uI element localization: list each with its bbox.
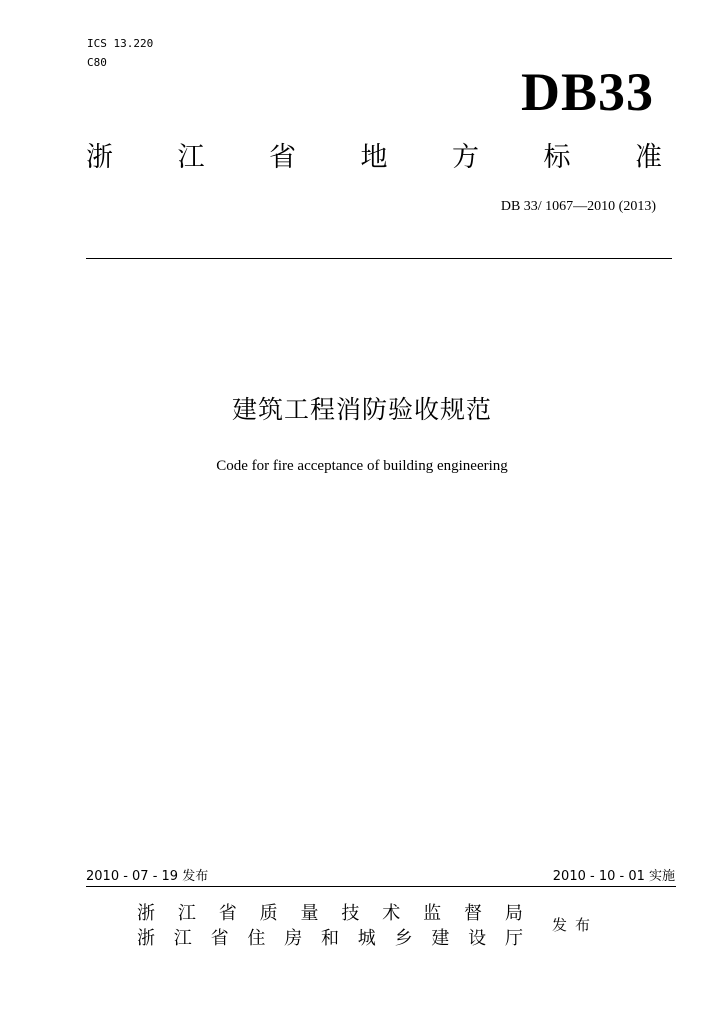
standard-type-title xyxy=(86,141,662,175)
publisher-char: 乡 xyxy=(394,928,413,949)
publisher-char: 房 xyxy=(284,928,303,949)
publisher-char: 质 xyxy=(259,903,278,924)
ics-code: ICS 13.220 xyxy=(87,37,154,50)
publisher-line-1 xyxy=(137,903,523,925)
standard-type-char: 方 xyxy=(452,142,479,173)
publisher-char: 江 xyxy=(177,903,196,924)
publisher-line-2 xyxy=(137,928,523,950)
publisher-char: 浙 xyxy=(137,903,155,924)
standard-type-char: 准 xyxy=(635,142,662,173)
standard-type-char: 地 xyxy=(360,142,388,173)
implementation-date: 2010 - 10 - 01 实施 xyxy=(552,869,675,884)
standard-type-char: 省 xyxy=(269,142,296,173)
top-divider xyxy=(86,258,672,259)
publisher-char: 浙 xyxy=(137,928,155,949)
standard-type-char: 江 xyxy=(177,142,205,173)
publisher-char: 设 xyxy=(468,928,487,949)
standard-type-char: 浙 xyxy=(86,142,113,173)
publisher-char: 江 xyxy=(173,928,192,949)
publisher-char: 厅 xyxy=(504,928,523,949)
publisher-char: 量 xyxy=(300,903,319,924)
publisher-char: 省 xyxy=(218,903,237,924)
ccs-code: C80 xyxy=(87,56,107,69)
db-logo: DB33 xyxy=(520,62,654,122)
publisher-char: 术 xyxy=(382,903,401,924)
publisher-char: 监 xyxy=(423,903,442,924)
publisher-char: 住 xyxy=(247,928,266,949)
bottom-divider xyxy=(86,886,676,887)
publisher-char: 城 xyxy=(357,928,376,949)
publish-label: 发布 xyxy=(552,916,599,934)
publisher-char: 省 xyxy=(210,928,229,949)
issue-date: 2010 - 07 - 19 发布 xyxy=(86,869,209,884)
document-title-english: Code for fire acceptance of building engineering xyxy=(216,458,508,474)
standard-number: DB 33/ 1067—2010 (2013) xyxy=(500,199,656,214)
publisher-char: 技 xyxy=(341,903,360,924)
document-title-chinese: 建筑工程消防验收规范 xyxy=(231,395,492,424)
standard-type-char: 标 xyxy=(543,142,571,173)
publisher-char: 建 xyxy=(431,928,450,949)
publisher-char: 和 xyxy=(320,928,339,949)
publisher-char: 督 xyxy=(464,903,482,924)
publisher-char: 局 xyxy=(504,903,523,924)
